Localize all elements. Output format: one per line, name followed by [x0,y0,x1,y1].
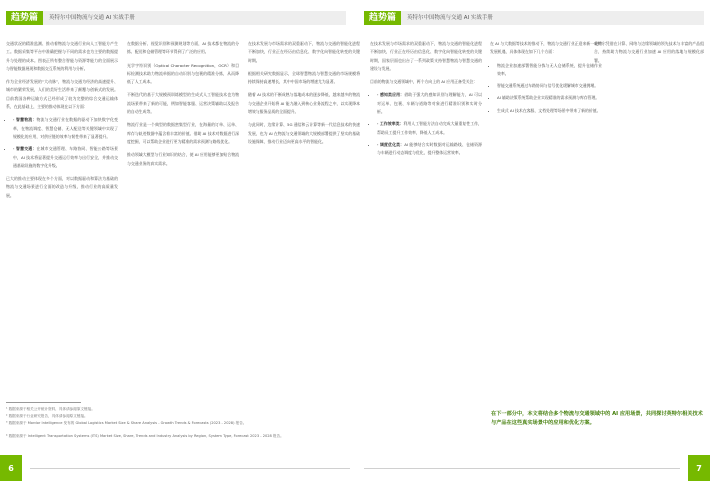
footer-line [364,468,680,469]
bullet-text: 利用人工智能方法自动完成大量重复性工作，帮助员工提升工作效率，降低人工成本。 [377,121,482,135]
footnote: ² 数据来源于行业研究报告，具体请参阅原文链接。 [6,414,88,418]
list-item: • AI 辅助决策系统帮助企业实现精准的需求预测与库存管理。 [497,94,602,102]
bullet-text: 在城市交通管理、车路协同、智能公路等场景中，AI 技术将显著提升交通运行效率与出行安全，并推动交通基础设施的数字化升级。 [13,146,118,168]
column-1 [6,40,118,205]
column-3 [248,40,360,151]
bullet-list [6,116,118,170]
header-title: 英特尔中国物流与交通 AI 实战手册 [43,11,346,25]
footer-line [30,468,350,469]
list-item: • 智能交通系统通过车路协同与信号优化缓解城市交通拥堵。 [497,82,602,90]
paragraph: 目前的物流与交通领域中，两个方向上的 AI 应用正备受关注： [370,79,478,85]
paragraph: 不断迭代的基于大规模预训练模型的生成式人工智能技术也为物流场景带来了新的可能，例如智能客服、运营决策辅助以及报告的自动生成等。 [127,92,239,115]
column-4 [370,40,482,163]
paragraph: 推动领域大模型与行业知识的结合，使 AI 应用能够更加贴合物流与交通业务的真实需求。 [127,152,239,166]
highlight-conclusion: 在下一部分中，本文将结合多个物流与交通领域中的 AI 应用场景，共同探讨英特尔相关技术与产品在这些真实场景中的应用和优化方案。 [491,411,703,426]
footnote: ¹ 数据来源于相关公开统计资料，具体请参阅原文链接。 [6,407,95,411]
bullet-lead: · 智慧物流： [13,117,37,123]
footnote: ³ 数据来源于 Mordor Intelligence 发布的 Global Logistics Market Size & Share Analysis - Growth Trends & Forecasts (2023 - 2028) 报告。 [6,421,247,425]
paragraph: 在技术发展与市场需求的双重驱动下，物流与交通的智能化进程不断加快，行业正在经历由信息化、数字化向智能化转变的关键时期。 [248,41,360,63]
paragraph: 光学字符识别（Optical Character Recognition，OCR）和目标检测技术助力物流单据的自动识别与包裹的精准分拣，从而降低了人工成本。 [127,62,239,85]
paragraph: 已大的推动主要体现在多个方面，对以数据驱动和算法为基础的物流与交通场景进行全面的改造与升级，推动行业的高质量发展。 [6,176,118,198]
list-item: • 物流企业加速部署智能分拣与无人仓储系统，提升仓储作业效率。 [497,62,602,79]
bullet-list [370,91,482,157]
bullet-text: 物流与交通行业在数据的驱动下加快数字化变革，在物流调度、智慧仓储、无人配送等关键领域中实现了规模化的应用，对供应链的效率与韧性带来了显著提升。 [13,117,118,139]
paragraph: 英特尔凭借在计算、网络与边缘领域的领先技术与丰富的产品组合，持续助力物流与交通行业加速 AI 应用的落地与规模化部署。 [594,41,704,63]
header-title: 英特尔中国物流与交通 AI 实战手册 [401,11,704,25]
paragraph: 在数据分析、视觉识别和预测规划等方面，AI 技术都在物流的分拣、配送和仓储管理等环节得到了广泛的应用。 [127,41,239,55]
section-brand: 趋势篇 [6,11,43,25]
list-item [377,91,482,116]
paragraph: 在 AI 与大数据等技术的推动下，物流与交通行业正迎来新一轮的发展机遇，具体体现在如下几个方面： [490,41,602,55]
bullet-list [490,62,602,115]
column-2 [127,40,239,173]
bullet-text: AI 能够结合实时数据对运输路线、仓储资源与车辆进行动态调度与优化，提升整体运营效率。 [377,141,482,156]
bullet-lead: · 感知类应用： [377,92,405,98]
paragraph: 根据相关研究数据显示，全球智慧物流与智慧交通的市场规模将持续保持高速增长，其中中国市场的增速尤为显著。 [248,70,360,85]
footnote: ⁴ 数据来源于 Intelligent Transportation Systems (ITS) Market Size, Share, Trends and Industry Analysis by Region, System Type, Forecast 2023 - 2028 报告。 [6,434,284,438]
paragraph: 在技术发展与市场需求的双重驱动下，物流与交通的智能化进程不断加快，行业正在经历由信息化、数字化向智能化转变的关键时期，国家层面也出台了一系列政策支持智慧物流与智慧交通的建设与发展。 [370,41,482,71]
bullet-lead: · 智慧交通： [13,146,37,152]
bullet-lead: · 调度优化类： [377,141,405,147]
list-item [377,120,482,137]
paragraph: 交通状况的精准监测、推动着物流与交通行业向人工智能方产生工。数据采集等平台中准确把握与不同的需求也为主要的数据提升与处理的成本。图表正所有整合智能与资源等能力的全面展示与智能数据展现和数据交互系统的利用与分析。 [6,41,118,71]
bullet-lead: · 工作效率类： [377,121,404,127]
paragraph: 物流行业是一个典型的数据密集型行业，在海量的订单、运单、库存与轨迹数据中蕴含着丰富的价值。借助 AI 技术对数据进行深度挖掘，可以帮助企业进行更为精准的需求预测与路线优化。 [127,122,239,144]
list-item [13,145,118,170]
left-page-header [6,11,346,25]
paragraph: 随着 AI 技术的不断成熟与落地成本的逐步降低，越来越多的物流与交通企业开始将 AI 能力融入到核心业务流程之中，以实现降本增效与服务品质的全面提升。 [248,92,360,115]
paragraph: 作为全业经济发展的“大动脉”，物流与交通为经济的高速提升、城市的繁荣发展，人们的美好生活带来了颠覆与创新式的发展。目前我国各种运输方式已经形成了较为完整的综合交通运输体系，在此基础上，主要的推动体现在以下方面： [6,79,118,110]
list-item: • 生成式 AI 技术在客服、文档处理等场景中带来了新的价值。 [497,107,602,115]
column-5 [490,40,602,120]
footnote-divider [6,402,81,403]
list-item [377,141,482,158]
right-page-header [364,11,704,25]
page-number-right: 7 [688,455,710,481]
page-number-left: 6 [0,455,22,481]
list-item [13,116,118,141]
bullet-text: 借助于强大的感知识别与理解能力，AI 可以对运单、包裹、车辆与道路等对象进行精准识别和实时分析。 [377,92,482,115]
paragraph: 与此同时，边缘计算、5G 通信和云计算等新一代信息技术的快速发展，也为 AI 在物流与交通领域的大规模部署提供了坚实的基础设施保障，推动行业迈向更高水平的智能化。 [248,122,360,144]
section-brand: 趋势篇 [364,11,401,25]
column-6 [594,40,704,70]
